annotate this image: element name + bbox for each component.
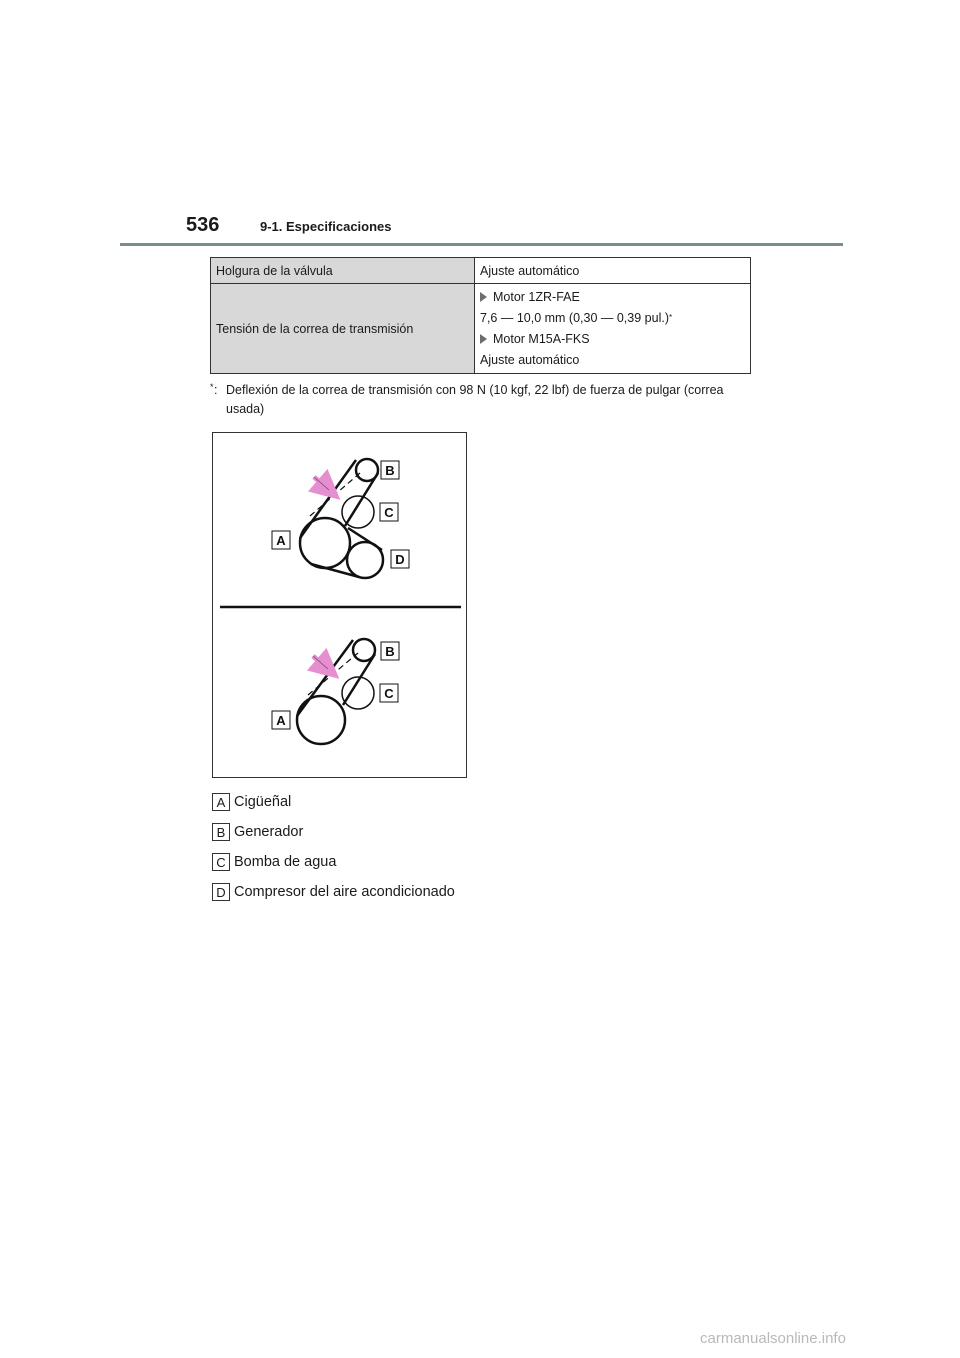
callout-label-a: A [276, 713, 286, 728]
footnote-reference: * [668, 313, 673, 322]
callout-label-d: D [395, 552, 405, 567]
legend-key: D [212, 883, 230, 901]
force-arrow-outline [314, 477, 329, 490]
belt-diagram [212, 432, 467, 778]
callout-label-a: A [276, 533, 286, 548]
legend-text: Compresor del aire acondicionado [234, 884, 455, 900]
row-label: Tensión de la correa de transmisión [211, 284, 475, 374]
legend-key: B [212, 823, 230, 841]
force-arrow-outline [313, 656, 328, 669]
callout-label-c: C [384, 505, 394, 520]
lower-belt-layout [297, 639, 375, 744]
callout-label-b: B [385, 463, 395, 478]
legend-text: Cigüeñal [234, 794, 292, 810]
triangle-bullet-icon [480, 292, 487, 302]
crankshaft-pulley [297, 696, 345, 744]
legend-text: Bomba de agua [234, 854, 337, 870]
upper-belt-layout [300, 459, 383, 578]
legend-key: C [212, 853, 230, 871]
specifications-table [210, 257, 751, 374]
engine-2-value: Ajuste automático [480, 352, 580, 367]
section-title: 9-1. Especificaciones [260, 219, 392, 234]
engine-1-name: Motor 1ZR-FAE [493, 289, 580, 304]
engine-2-name: Motor M15A-FKS [493, 331, 590, 346]
page-number: 536 [186, 214, 220, 236]
legend-item [212, 787, 455, 817]
legend-item [212, 817, 455, 847]
row-value: Ajuste automático [475, 258, 751, 284]
row-label: Holgura de la válvula [211, 258, 475, 284]
footnote [210, 381, 755, 419]
callout-label-b: B [385, 644, 395, 659]
engine-1-value: 7,6 — 10,0 mm (0,30 — 0,39 pul.) [480, 310, 669, 325]
legend-key: A [212, 793, 230, 811]
engine-1-value-line [480, 307, 750, 329]
engine-2-line [480, 329, 750, 349]
legend-item [212, 847, 455, 877]
footnote-mark: * [210, 382, 214, 392]
callout-label-c: C [384, 686, 394, 701]
belt-diagram-svg [213, 433, 468, 779]
footnote-colon: : [214, 383, 218, 397]
legend-text: Generador [234, 824, 304, 840]
legend-item [212, 877, 455, 907]
row-value [475, 284, 751, 374]
table-row [211, 258, 751, 284]
watermark: carmanualsonline.info [700, 1330, 846, 1347]
footnote-text: Deflexión de la correa de transmisión con 98 N (10 kgf, 22 lbf) de fuerza de pulgar (correa usada) [226, 383, 724, 416]
legend [212, 787, 455, 907]
header-divider [120, 243, 843, 246]
engine-2-value-line [480, 349, 750, 371]
engine-1-line [480, 287, 750, 307]
table-row [211, 284, 751, 374]
triangle-bullet-icon [480, 334, 487, 344]
